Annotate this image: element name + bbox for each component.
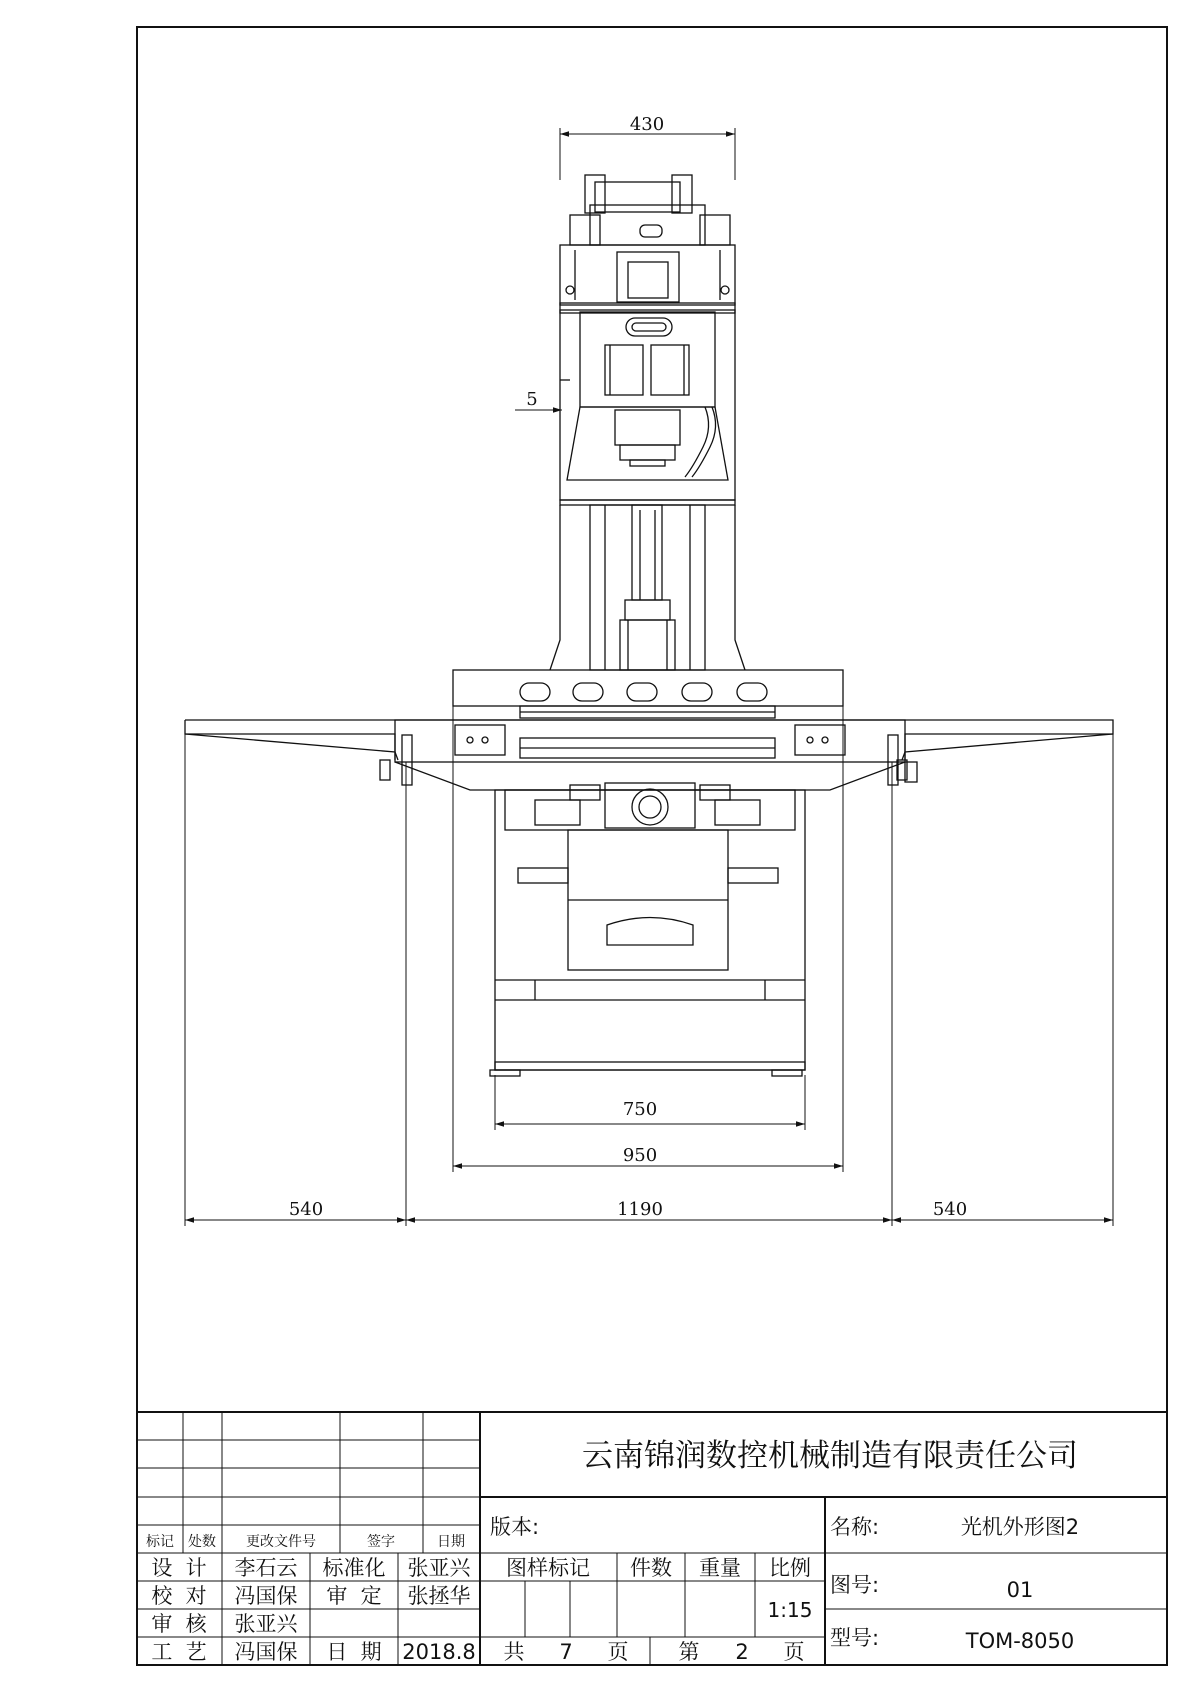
dim-base-outer: 950 <box>622 1145 658 1166</box>
stage-label: 图样标记 <box>506 1556 590 1580</box>
page-unit-1: 页 <box>607 1640 629 1664</box>
total-value: 7 <box>559 1640 573 1664</box>
check-name: 冯国保 <box>234 1584 298 1608</box>
dim-right-wing: 540 <box>932 1199 968 1220</box>
spindle-box <box>560 310 735 500</box>
name-label: 名称: <box>830 1515 880 1539</box>
dim-base-inner: 750 <box>622 1099 658 1120</box>
model-value: TOM-8050 <box>965 1629 1075 1653</box>
sheet-value: 2 <box>735 1640 749 1664</box>
column <box>550 500 745 670</box>
dimension-lines <box>185 128 1113 1226</box>
scale-label: 比例 <box>769 1556 811 1580</box>
header-date: 日期 <box>437 1534 465 1550</box>
date-value: 2018.8 <box>402 1640 476 1664</box>
qty-label: 件数 <box>630 1556 672 1580</box>
title-block-text <box>146 1438 1079 1664</box>
worktable <box>185 720 1113 790</box>
saddle <box>453 670 843 718</box>
spindle-motor <box>570 175 730 245</box>
header-sign: 签字 <box>367 1534 395 1550</box>
header-doc-no: 更改文件号 <box>246 1534 316 1550</box>
version-label: 版本: <box>490 1515 540 1539</box>
drawing-no-label: 图号: <box>830 1573 880 1597</box>
design-name: 李石云 <box>234 1556 298 1580</box>
standard-label: 标准化 <box>322 1556 386 1580</box>
drawing-frame <box>137 27 1167 1665</box>
design-label: 设 计 <box>151 1556 207 1580</box>
date-label: 日 期 <box>326 1640 382 1664</box>
weight-label: 重量 <box>699 1556 741 1580</box>
company-name: 云南锦润数控机械制造有限责任公司 <box>582 1438 1078 1474</box>
headstock-housing <box>560 245 735 313</box>
process-label: 工 艺 <box>151 1640 207 1664</box>
header-mark: 标记 <box>146 1534 174 1550</box>
machine-drawing <box>185 175 1113 1076</box>
page-unit-2: 页 <box>783 1640 805 1664</box>
process-name: 冯国保 <box>234 1640 298 1664</box>
header-count: 处数 <box>188 1534 216 1550</box>
approve-label: 审 定 <box>326 1584 382 1608</box>
sheet-label: 第 <box>678 1640 700 1664</box>
dim-offset: 5 <box>526 389 538 410</box>
review-label: 审 核 <box>151 1612 207 1636</box>
dim-center-span: 1190 <box>617 1199 663 1220</box>
name-value: 光机外形图2 <box>960 1515 1080 1539</box>
standard-name: 张亚兴 <box>407 1556 471 1580</box>
base <box>490 783 805 1076</box>
drawing-no-value: 01 <box>1006 1578 1034 1602</box>
dim-left-wing: 540 <box>288 1199 324 1220</box>
model-label: 型号: <box>830 1626 880 1650</box>
scale-value: 1:15 <box>767 1598 813 1622</box>
approve-name: 张拯华 <box>407 1584 471 1608</box>
total-label: 共 <box>503 1640 525 1664</box>
review-name: 张亚兴 <box>234 1612 298 1636</box>
dim-top-width: 430 <box>629 114 665 135</box>
check-label: 校 对 <box>151 1584 207 1608</box>
